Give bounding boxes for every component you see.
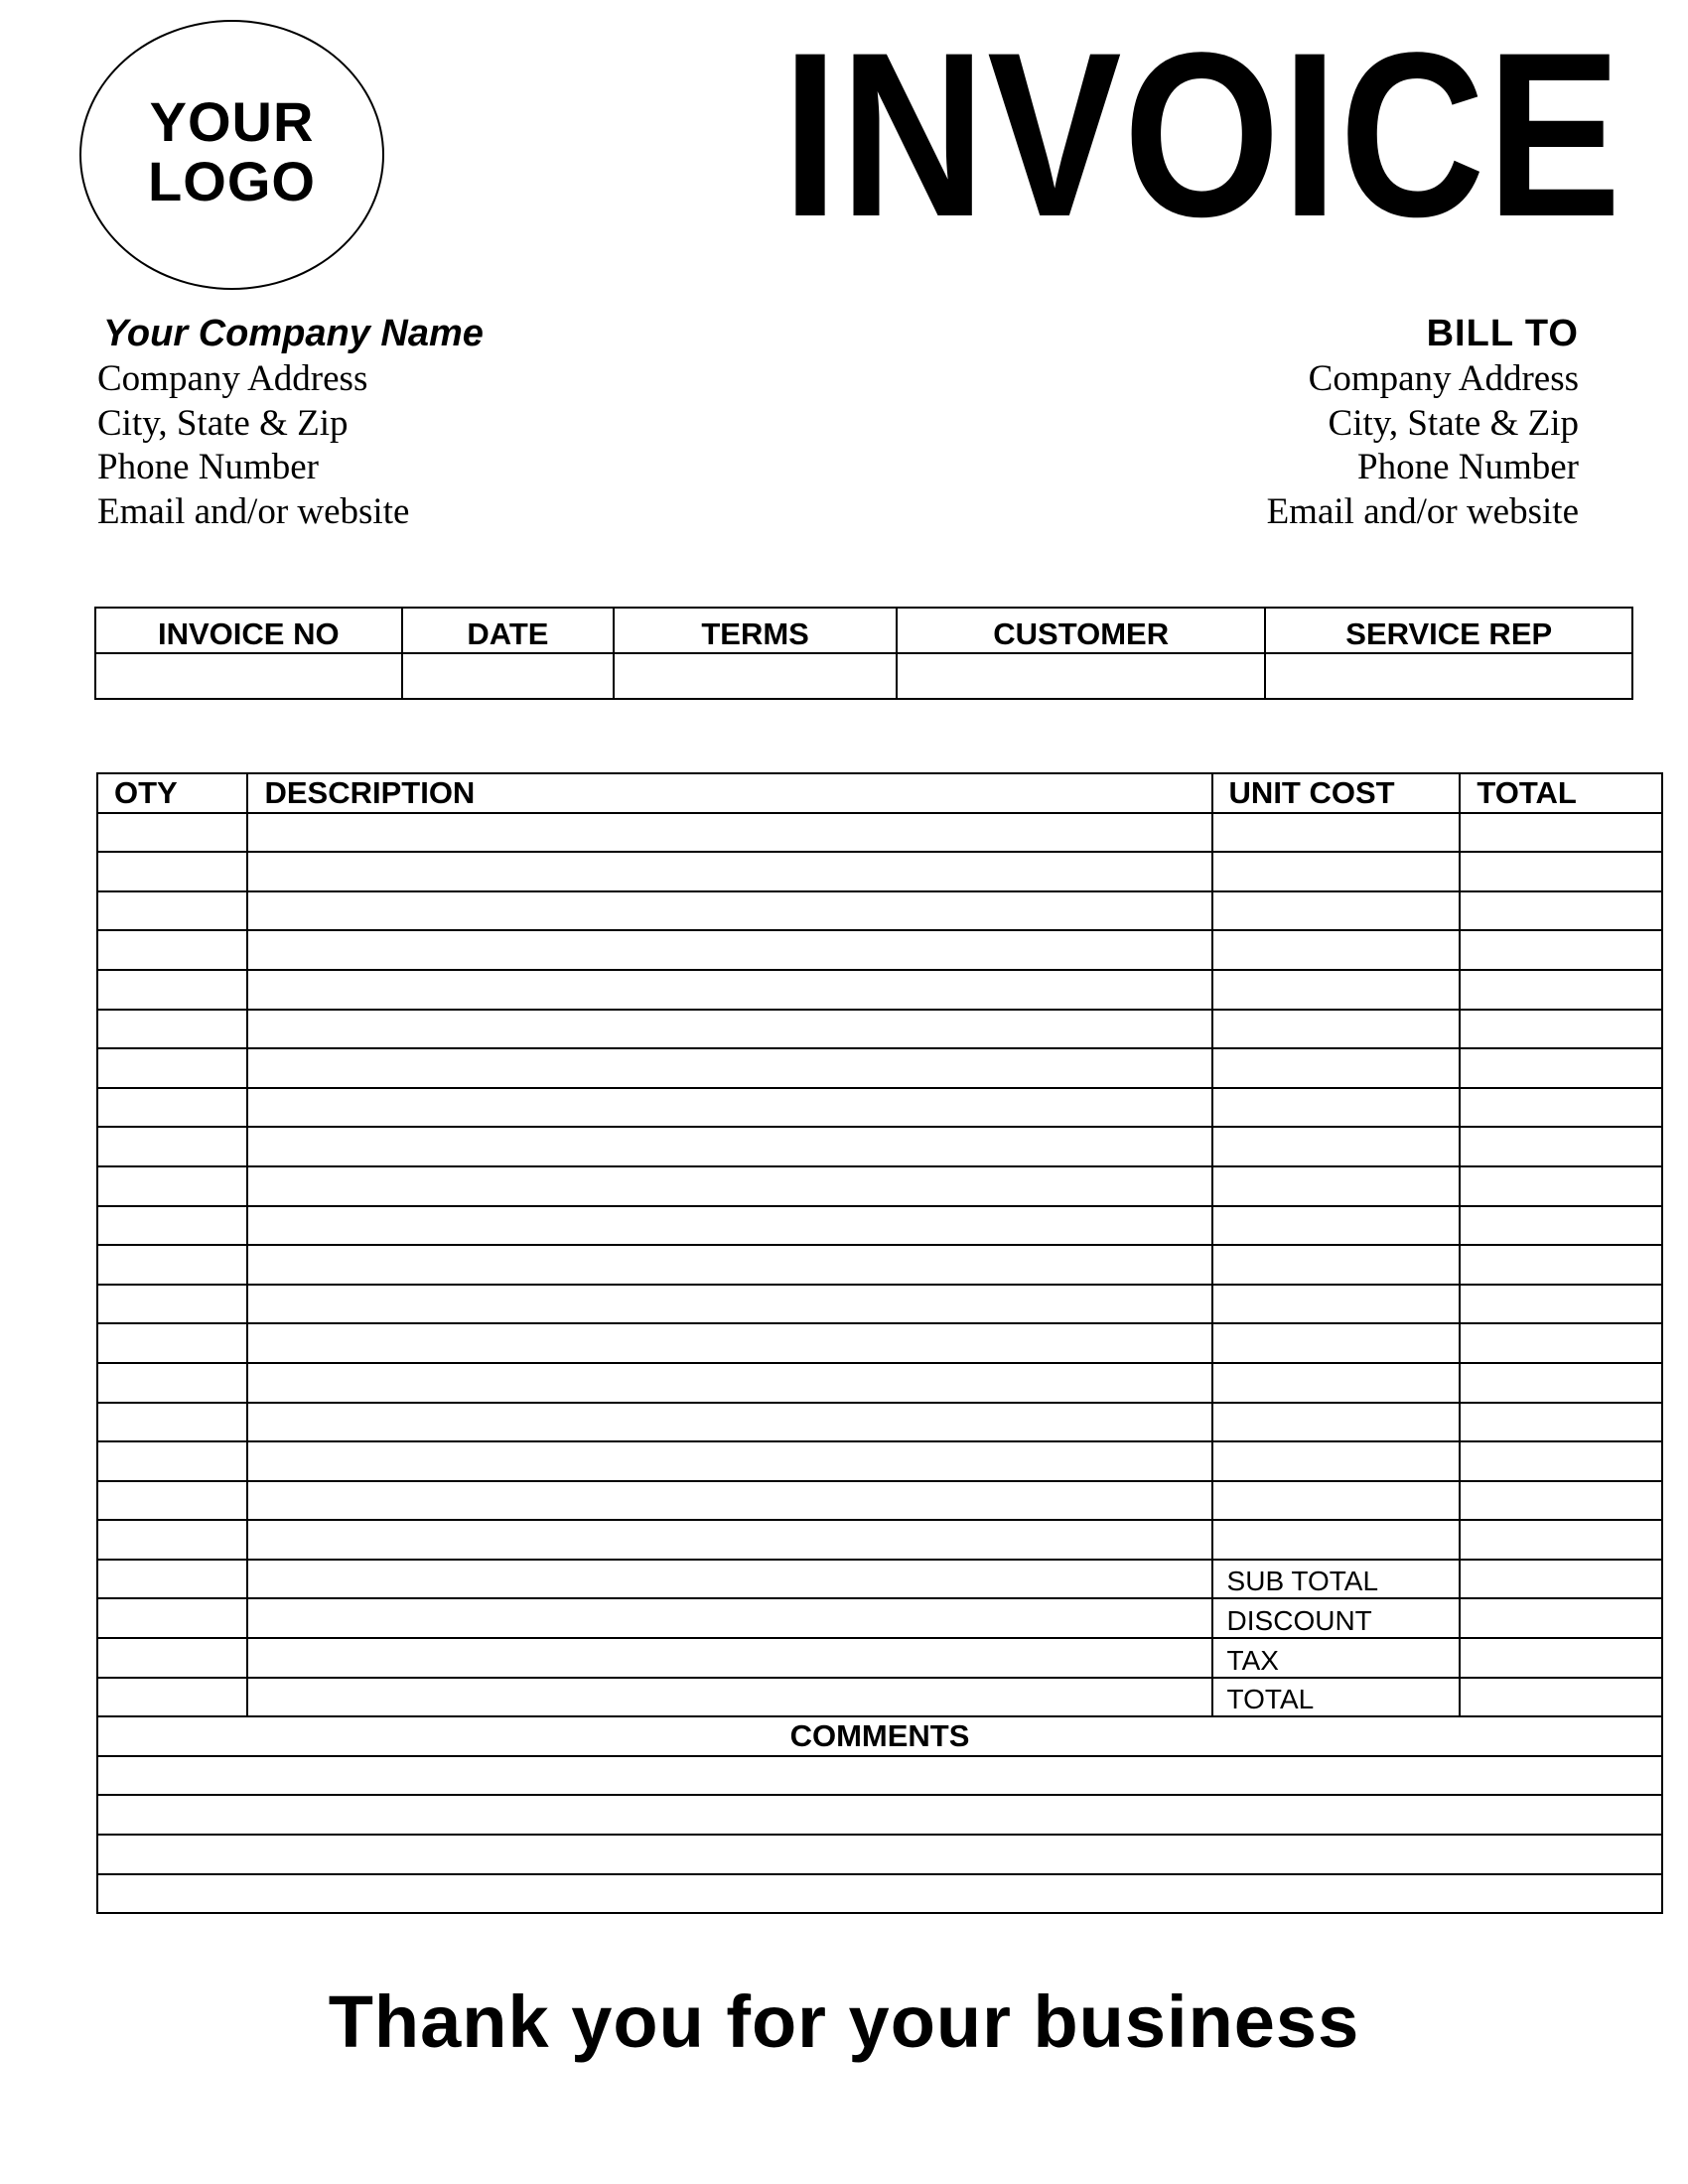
discount-label: DISCOUNT [1212,1598,1461,1638]
grand-total-value[interactable] [1460,1678,1662,1717]
unit-cost-cell[interactable] [1212,1481,1461,1521]
line-item-row [97,1481,1662,1521]
line-item-row [97,1441,1662,1481]
line-total-cell[interactable] [1460,1088,1662,1128]
invoice-meta-table [94,607,1633,700]
description-cell[interactable] [247,1323,1211,1363]
comment-field[interactable] [97,1835,1662,1874]
summary-row [97,1678,1662,1717]
description-cell[interactable] [247,891,1211,931]
description-cell[interactable] [247,1127,1211,1166]
description-cell[interactable] [247,1048,1211,1088]
line-total-cell[interactable] [1460,852,1662,891]
line-total-cell[interactable] [1460,1206,1662,1246]
unit-cost-cell[interactable] [1212,1010,1461,1049]
line-total-cell[interactable] [1460,1245,1662,1285]
line-total-cell[interactable] [1460,930,1662,970]
description-cell[interactable] [247,1678,1211,1717]
unit-cost-cell[interactable] [1212,1206,1461,1246]
description-header: DESCRIPTION [247,773,1211,813]
qty-cell[interactable] [97,1363,247,1403]
description-cell[interactable] [247,970,1211,1010]
tax-value[interactable] [1460,1638,1662,1678]
logo-placeholder [79,20,384,290]
qty-cell[interactable] [97,1520,247,1560]
qty-cell[interactable] [97,1678,247,1717]
line-total-cell[interactable] [1460,1048,1662,1088]
total-header: TOTAL [1460,773,1662,813]
company-block [97,310,713,534]
date-field[interactable] [402,653,615,699]
comments-header-row [97,1716,1662,1756]
invoice-title: INVOICE [781,4,1622,266]
line-item-row [97,1520,1662,1560]
line-total-cell[interactable] [1460,1441,1662,1481]
date-header: DATE [402,608,615,653]
bill-to-email: Email and/or website [1266,490,1579,532]
description-cell[interactable] [247,1403,1211,1442]
line-total-cell[interactable] [1460,1323,1662,1363]
qty-cell[interactable] [97,1638,247,1678]
qty-cell[interactable] [97,1481,247,1521]
qty-cell[interactable] [97,1560,247,1599]
company-name: Your Company Name [103,313,484,354]
service-rep-header: SERVICE REP [1265,608,1632,653]
qty-cell[interactable] [97,1127,247,1166]
unit-cost-cell[interactable] [1212,930,1461,970]
description-cell[interactable] [247,1206,1211,1246]
unit-cost-cell[interactable] [1212,1285,1461,1324]
unit-cost-cell[interactable] [1212,813,1461,853]
unit-cost-cell[interactable] [1212,1403,1461,1442]
description-cell[interactable] [247,1441,1211,1481]
qty-header: OTY [97,773,247,813]
logo-line-1: YOUR [149,90,315,153]
line-total-cell[interactable] [1460,1127,1662,1166]
grand-total-label: TOTAL [1212,1678,1461,1717]
description-cell[interactable] [247,1088,1211,1128]
qty-cell[interactable] [97,1441,247,1481]
company-phone: Phone Number [97,447,319,487]
customer-header: CUSTOMER [897,608,1266,653]
line-item-row [97,1285,1662,1324]
line-total-cell[interactable] [1460,1166,1662,1206]
discount-value[interactable] [1460,1598,1662,1638]
invoice-no-header: INVOICE NO [95,608,402,653]
bill-to-city: City, State & Zip [1328,402,1579,444]
comments-title: COMMENTS [97,1716,1662,1756]
line-total-cell[interactable] [1460,1520,1662,1560]
qty-cell[interactable] [97,852,247,891]
thank-you-message: Thank you for your business [328,1980,1360,2063]
line-item-row [97,1323,1662,1363]
company-address: Company Address [97,358,368,399]
unit-cost-cell[interactable] [1212,970,1461,1010]
description-cell[interactable] [247,1245,1211,1285]
bill-to-block [963,310,1579,534]
unit-cost-cell[interactable] [1212,852,1461,891]
unit-cost-cell[interactable] [1212,1520,1461,1560]
description-cell[interactable] [247,1010,1211,1049]
description-cell[interactable] [247,852,1211,891]
service-rep-field[interactable] [1265,653,1632,699]
line-total-cell[interactable] [1460,813,1662,853]
subtotal-value[interactable] [1460,1560,1662,1599]
description-cell[interactable] [247,1638,1211,1678]
comment-field[interactable] [97,1874,1662,1914]
items-header-row [97,773,1662,813]
line-total-cell[interactable] [1460,1403,1662,1442]
comment-line [97,1835,1662,1874]
description-cell[interactable] [247,1285,1211,1324]
bill-to-address: Company Address [1308,358,1579,399]
line-item-row [97,1088,1662,1128]
summary-row [97,1560,1662,1599]
qty-cell[interactable] [97,970,247,1010]
summary-row [97,1638,1662,1678]
unit-cost-cell[interactable] [1212,1245,1461,1285]
description-cell[interactable] [247,930,1211,970]
description-cell[interactable] [247,1520,1211,1560]
customer-field[interactable] [897,653,1266,699]
line-item-row [97,1048,1662,1088]
qty-cell[interactable] [97,1285,247,1324]
comment-line [97,1795,1662,1835]
terms-header: TERMS [614,608,897,653]
line-items-table [96,772,1663,1914]
unit-cost-cell[interactable] [1212,1323,1461,1363]
qty-cell[interactable] [97,1010,247,1049]
unit-cost-cell[interactable] [1212,1048,1461,1088]
qty-cell[interactable] [97,1245,247,1285]
unit-cost-cell[interactable] [1212,1441,1461,1481]
comment-field[interactable] [97,1756,1662,1796]
description-cell[interactable] [247,1560,1211,1599]
line-item-row [97,891,1662,931]
meta-header-row [95,608,1632,653]
line-item-row [97,813,1662,853]
unit-cost-cell[interactable] [1212,891,1461,931]
description-cell[interactable] [247,1363,1211,1403]
qty-cell[interactable] [97,1598,247,1638]
line-item-row [97,1166,1662,1206]
line-total-cell[interactable] [1460,891,1662,931]
comment-line [97,1874,1662,1914]
qty-cell[interactable] [97,1088,247,1128]
line-total-cell[interactable] [1460,1010,1662,1049]
bill-to-title: BILL TO [1426,313,1579,354]
unit-cost-cell[interactable] [1212,1088,1461,1128]
company-email: Email and/or website [97,490,410,532]
qty-cell[interactable] [97,891,247,931]
meta-value-row [95,653,1632,699]
line-item-row [97,1206,1662,1246]
line-item-row [97,1010,1662,1049]
line-item-row [97,1363,1662,1403]
line-item-row [97,970,1662,1010]
comment-field[interactable] [97,1795,1662,1835]
unit-cost-cell[interactable] [1212,1166,1461,1206]
summary-row [97,1598,1662,1638]
description-cell[interactable] [247,1598,1211,1638]
line-item-row [97,1127,1662,1166]
qty-cell[interactable] [97,1166,247,1206]
description-cell[interactable] [247,1481,1211,1521]
description-cell[interactable] [247,1166,1211,1206]
unit-cost-cell[interactable] [1212,1363,1461,1403]
line-item-row [97,852,1662,891]
qty-cell[interactable] [97,930,247,970]
description-cell[interactable] [247,813,1211,853]
qty-cell[interactable] [97,1323,247,1363]
qty-cell[interactable] [97,1048,247,1088]
comment-line [97,1756,1662,1796]
logo-line-2: LOGO [148,150,316,212]
qty-cell[interactable] [97,1206,247,1246]
unit-cost-cell[interactable] [1212,1127,1461,1166]
line-total-cell[interactable] [1460,970,1662,1010]
line-total-cell[interactable] [1460,1481,1662,1521]
company-city: City, State & Zip [97,402,349,444]
terms-field[interactable] [614,653,897,699]
subtotal-label: SUB TOTAL [1212,1560,1461,1599]
qty-cell[interactable] [97,1403,247,1442]
line-item-row [97,1403,1662,1442]
line-item-row [97,1245,1662,1285]
bill-to-phone: Phone Number [1357,447,1579,487]
invoice-no-field[interactable] [95,653,402,699]
unit-cost-header: UNIT COST [1212,773,1461,813]
tax-label: TAX [1212,1638,1461,1678]
line-total-cell[interactable] [1460,1285,1662,1324]
line-total-cell[interactable] [1460,1363,1662,1403]
line-item-row [97,930,1662,970]
qty-cell[interactable] [97,813,247,853]
